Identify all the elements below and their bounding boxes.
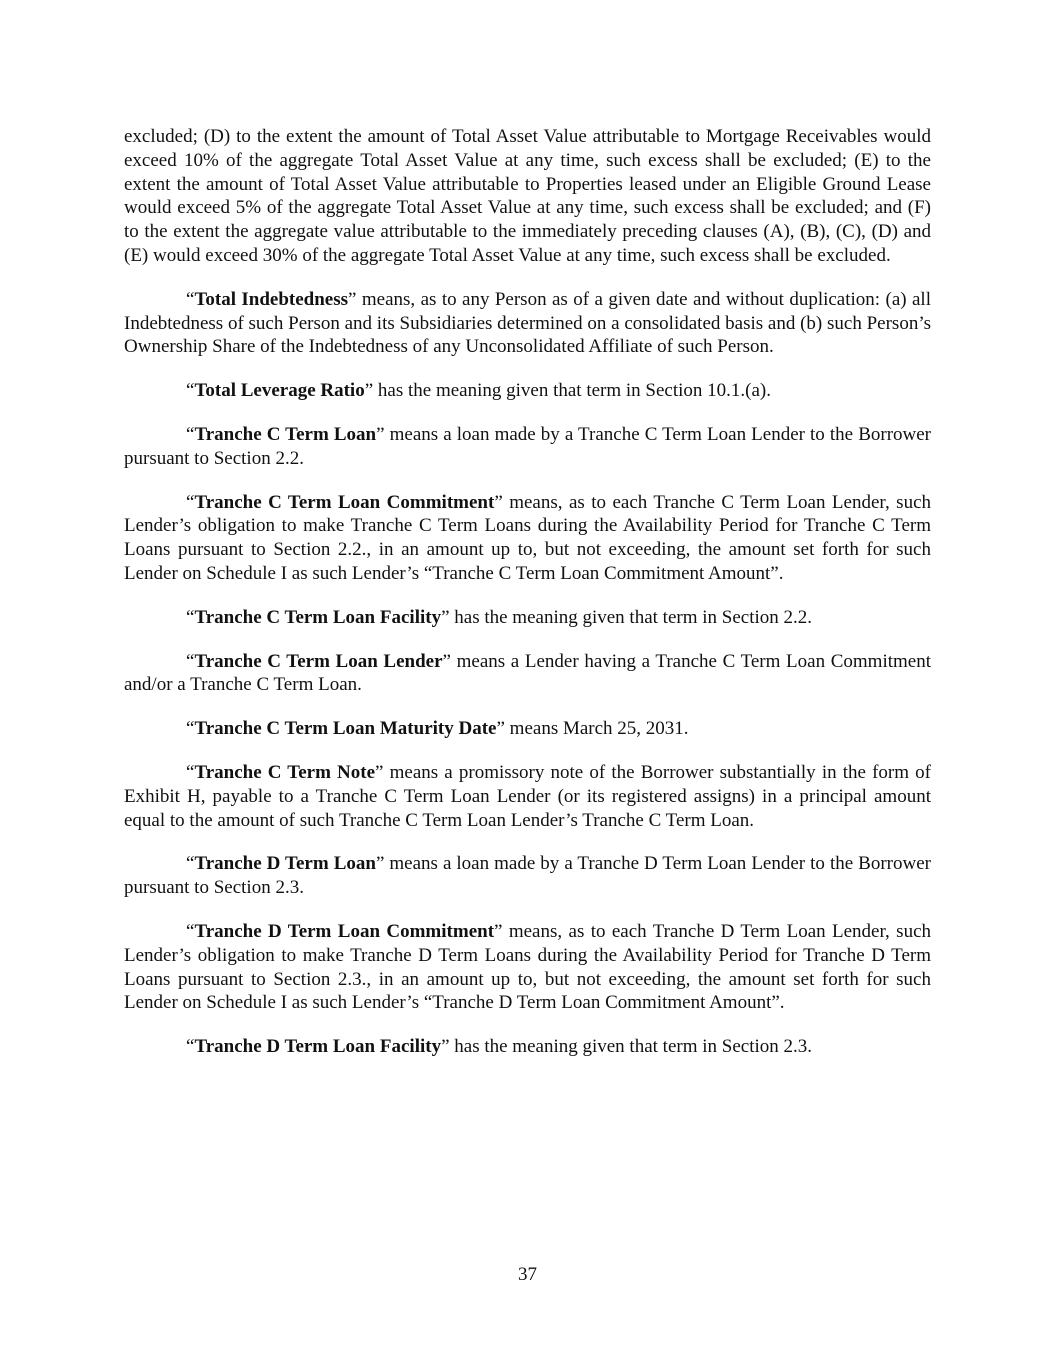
definition-tranche-c-term-loan-maturity-date (124, 717, 931, 741)
definition-tranche-c-term-loan-commitment (124, 491, 931, 586)
definition-text: ” means a Lender having a Tranche C Term Loan Commitment and/or a Tranche C Term Loan. (124, 650, 931, 696)
open-quote: “ (186, 853, 195, 875)
definition-tranche-d-term-loan (124, 852, 931, 900)
definition-tranche-d-term-loan-commitment (124, 920, 931, 1015)
definition-text: ” has the meaning given that term in Section 2.3. (441, 1036, 813, 1058)
defined-term: Tranche D Term Loan (194, 853, 376, 875)
defined-term: Tranche C Term Loan (194, 423, 377, 445)
defined-term: Tranche D Term Loan Commitment (194, 920, 495, 942)
open-quote: “ (186, 288, 195, 310)
open-quote: “ (186, 920, 195, 942)
defined-term: Tranche C Term Loan Commitment (194, 491, 495, 513)
definition-text: ” means a loan made by a Tranche C Term Loan Lender to the Borrower pursuant to Section 2.2. (124, 423, 931, 469)
open-quote: “ (186, 650, 195, 672)
defined-term: Tranche C Term Loan Facility (194, 606, 442, 628)
definition-text: ” means a promissory note of the Borrower substantially in the form of Exhibit H, payable to a Tranche C Term Loan Lender (or its registered assigns) in a principal amount equal to the amount of such Tranche C Term Loan Lender’s Tranche C Term Loan. (124, 761, 931, 831)
definition-tranche-d-term-loan-facility (124, 1035, 931, 1059)
open-quote: “ (186, 491, 195, 513)
open-quote: “ (186, 761, 195, 783)
definition-tranche-c-term-loan (124, 423, 931, 471)
definition-text: ” means a loan made by a Tranche D Term Loan Lender to the Borrower pursuant to Section 2.3. (124, 853, 931, 899)
definition-total-leverage-ratio (124, 379, 931, 403)
continuation-paragraph: excluded; (D) to the extent the amount of Total Asset Value attributable to Mortgage Receivables would exceed 10% of the aggregate Total Asset Value at any time, such excess shall be excluded; (E) to the extent the amount of Total Asset Value attributable to Properties leased under an Eligible Ground Lease would exceed 5% of the aggregate Total Asset Value at any time, such excess shall be excluded; and (F) to the extent the aggregate value attributable to the immediately preceding clauses (A), (B), (C), (D) and (E) would exceed 30% of the aggregate Total Asset Value at any time, such excess shall be excluded. (124, 126, 931, 266)
open-quote: “ (186, 423, 195, 445)
definition-text: ” means, as to each Tranche C Term Loan Lender, such Lender’s obligation to make Tranche C Term Loans during the Availability Period for Tranche C Term Loans pursuant to Section 2.2., in an amount up to, but not exceeding, the amount set forth for such Lender on Schedule I as such Lender’s “Tranche C Term Loan Commitment Amount”. (124, 491, 931, 584)
definition-text: ” means March 25, 2031. (496, 718, 689, 740)
defined-term: Tranche C Term Note (194, 761, 376, 783)
document-page (124, 125, 931, 1059)
definition-tranche-c-term-note (124, 761, 931, 832)
definition-total-indebtedness (124, 288, 931, 359)
open-quote: “ (186, 606, 195, 628)
defined-term: Tranche C Term Loan Maturity Date (194, 718, 497, 740)
defined-term: Total Indebtedness (194, 288, 349, 310)
definition-text: ” means, as to any Person as of a given date and without duplication: (a) all Indebtedness of such Person and its Subsidiaries determined on a consolidated basis and (b) such Person’s Ownership Share of the Indebtedness of any Unconsolidated Affiliate of such Person. (124, 288, 931, 358)
defined-term: Tranche D Term Loan Facility (194, 1036, 442, 1058)
definition-text: ” has the meaning given that term in Section 2.2. (441, 606, 813, 628)
page-number: 37 (518, 1264, 537, 1285)
definition-text: ” means, as to each Tranche D Term Loan Lender, such Lender’s obligation to make Tranche D Term Loans during the Availability Period for Tranche D Term Loans pursuant to Section 2.3., in an amount up to, but not exceeding, the amount set forth for such Lender on Schedule I as such Lender’s “Tranche D Term Loan Commitment Amount”. (124, 920, 932, 1014)
open-quote: “ (186, 380, 195, 402)
defined-term: Total Leverage Ratio (194, 380, 365, 402)
definition-tranche-c-term-loan-facility (124, 606, 931, 630)
open-quote: “ (186, 718, 195, 740)
defined-term: Tranche C Term Loan Lender (194, 650, 443, 672)
open-quote: “ (186, 1036, 195, 1058)
definition-tranche-c-term-loan-lender (124, 650, 931, 698)
definition-text: ” has the meaning given that term in Section 10.1.(a). (364, 380, 771, 402)
